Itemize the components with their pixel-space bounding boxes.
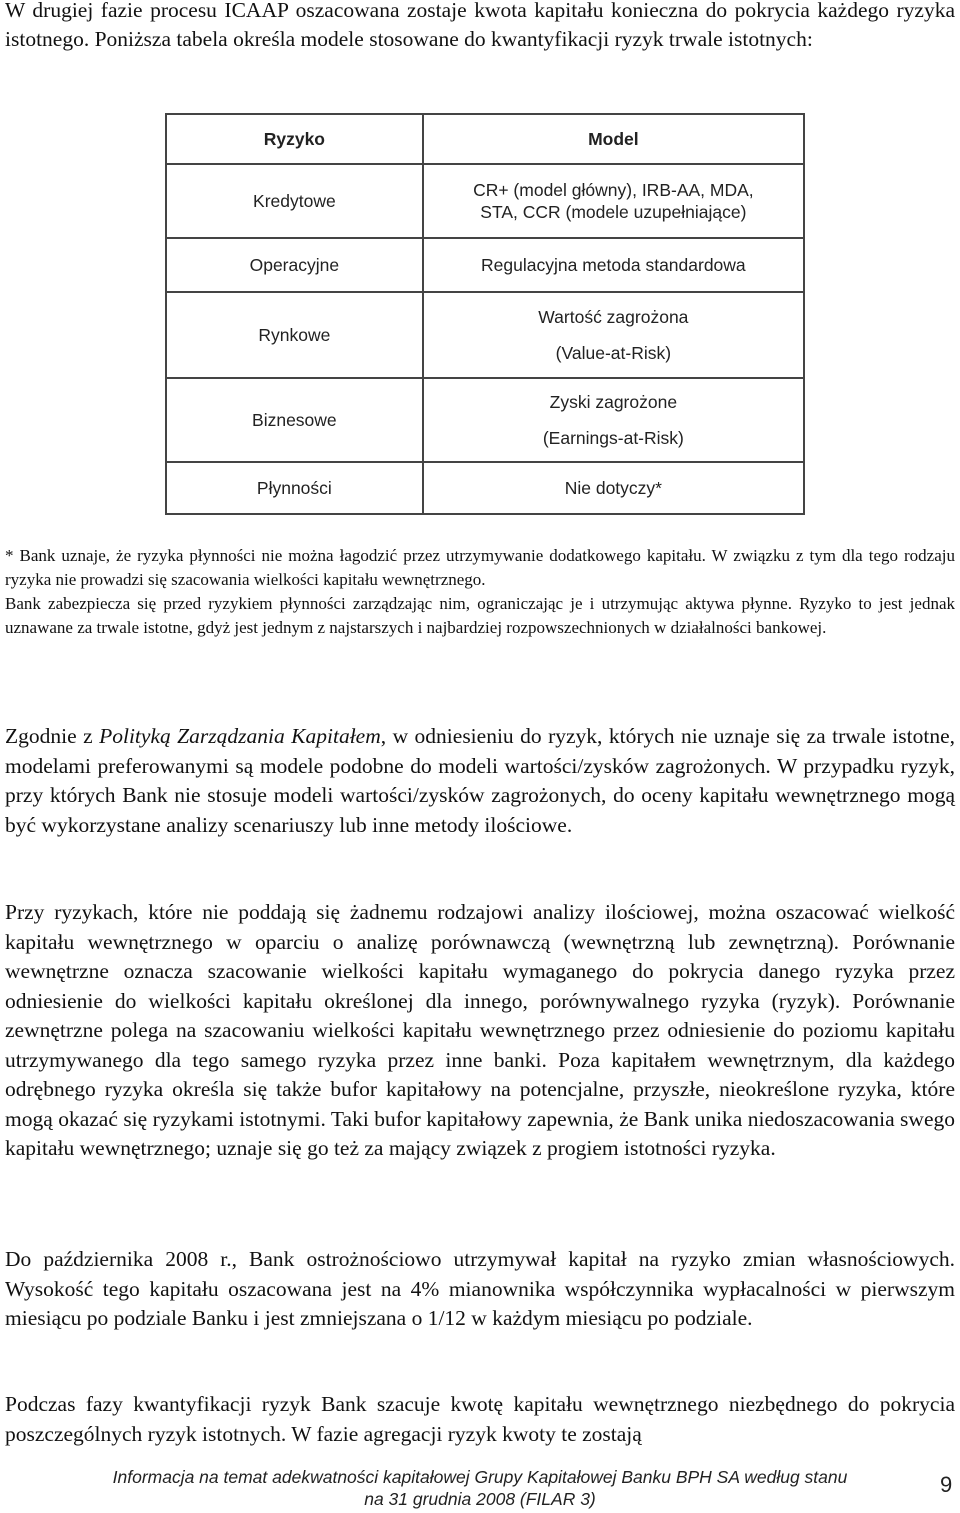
paragraph-quantification	[5, 1390, 955, 1449]
risk-cell: Operacyjne	[166, 238, 423, 292]
header-model: Model	[423, 114, 804, 164]
paragraph-text-end: , w odniesieniu do ryzyk, których nie uznaje się za trwale istotne, modelami preferowanymi są modele podobne do modeli wartości/zysków zagrożonych. W przypadku ryzyk, przy których Bank nie stosuje modeli wartości/zysków zagrożonych, do oceny kapitału wewnętrznego mogą być wykorzystane analizy scenariuszy lub inne metody ilościowe.	[5, 724, 955, 837]
table-row	[166, 164, 804, 238]
paragraph-text: Do października 2008 r., Bank ostrożnościowo utrzymywał kapitał na ryzyko zmian własnościowych. Wysokość tego kapitału oszacowana jest na 4% mianownika współczynnika wypłacalności w pierwszym miesiącu po podziale Banku i jest zmniejszana o 1/12 w każdym miesiącu po podziale.	[5, 1247, 955, 1330]
paragraph-text	[5, 722, 955, 840]
model-cell	[423, 292, 804, 378]
page-number: 9	[940, 1472, 953, 1497]
model-cell	[423, 164, 804, 238]
table-row	[166, 462, 804, 514]
risk-cell: Biznesowe	[166, 378, 423, 462]
paragraph-text-start: Zgodnie z	[5, 724, 100, 748]
footnote-line: Bank zabezpiecza się przed ryzykiem płynności zarządzając nim, ograniczając je i utrzymując aktywa płynne. Ryzyko to jest jednak uznawane za trwale istotne, gdyż jest jednym z najstarszych i najbardziej rozpowszechnionych w działalności bankowej.	[5, 594, 955, 637]
model-line: (Earnings-at-Risk)	[542, 428, 684, 448]
risk-model-table	[165, 113, 805, 515]
paragraph-ownership-capital	[5, 1245, 955, 1334]
model-line: STA, CCR (modele uzupełniające)	[480, 202, 747, 222]
risk-cell: Płynności	[166, 462, 423, 514]
paragraph-text: Przy ryzykach, które nie poddają się żadnemu rodzajowi analizy ilościowej, można oszacować wielkość kapitału wewnętrznego w oparciu o analizę porównawczą (wewnętrzną lub zewnętrzną). Porównanie wewnętrzne oznacza szacowanie wielkości kapitału wymaganego do pokrycia danego ryzyka przez odniesienie do wielkości kapitału określonej dla innego, porównywalnego ryzyka (ryzyk). Porównanie zewnętrzne polega na szacowaniu wielkości kapitału wewnętrznego przez odniesienie do poziomu kapitału utrzymywanego dla tego samego ryzyka przez inne banki. Poza kapitałem wewnętrznym, dla każdego odrębnego ryzyka określa się także bufor kapitałowy na potencjalne, przyszłe, nieokreślone ryzyka, które mogą okazać się ryzykami istotnymi. Taki bufor kapitałowy zapewnia, że Bank unika niedoszacowania swego kapitału wewnętrznego; uznaje się go też za mający związek z progiem istotności ryzyka.	[5, 900, 955, 1160]
policy-reference: Polityką Zarządzania Kapitałem	[99, 724, 381, 748]
model-line: (Value-at-Risk)	[555, 343, 672, 363]
table-row	[166, 292, 804, 378]
paragraph-policy	[5, 722, 955, 840]
table-header-row	[166, 114, 804, 164]
risk-cell: Kredytowe	[166, 164, 423, 238]
model-cell: Regulacyjna metoda standardowa	[423, 238, 804, 292]
model-line: Zyski zagrożone	[549, 392, 678, 412]
table-row	[166, 378, 804, 462]
footer-line: na 31 grudnia 2008 (FILAR 3)	[364, 1489, 596, 1509]
footnote-line: * Bank uznaje, że ryzyka płynności nie można łagodzić przez utrzymywanie dodatkowego kapitału. W związku z tym dla tego rodzaju ryzyka nie prowadzi się szacowania wielkości kapitału wewnętrznego.	[5, 546, 955, 589]
table-footnote	[5, 544, 955, 640]
model-line: CR+ (model główny), IRB-AA, MDA,	[473, 180, 754, 200]
model-cell: Nie dotyczy*	[423, 462, 804, 514]
intro-paragraph: W drugiej fazie procesu ICAAP oszacowana zostaje kwota kapitału konieczna do pokrycia każdego ryzyka istotnego. Poniższa tabela określa modele stosowane do kwantyfikacji ryzyk trwale istotnych:	[5, 0, 955, 51]
model-cell	[423, 378, 804, 462]
paragraph-text: Podczas fazy kwantyfikacji ryzyk Bank szacuje kwotę kapitału wewnętrznego niezbędnego do pokrycia poszczególnych ryzyk istotnych. W fazie agregacji ryzyk kwoty te zostają	[5, 1392, 955, 1446]
risk-cell: Rynkowe	[166, 292, 423, 378]
table-row	[166, 238, 804, 292]
footer-title	[80, 1466, 880, 1510]
model-line: Wartość zagrożona	[538, 307, 689, 327]
footer-line: Informacja na temat adekwatności kapitałowej Grupy Kapitałowej Banku BPH SA według stanu	[112, 1467, 848, 1487]
paragraph-benchmarking	[5, 898, 955, 1164]
header-risk: Ryzyko	[166, 114, 423, 164]
